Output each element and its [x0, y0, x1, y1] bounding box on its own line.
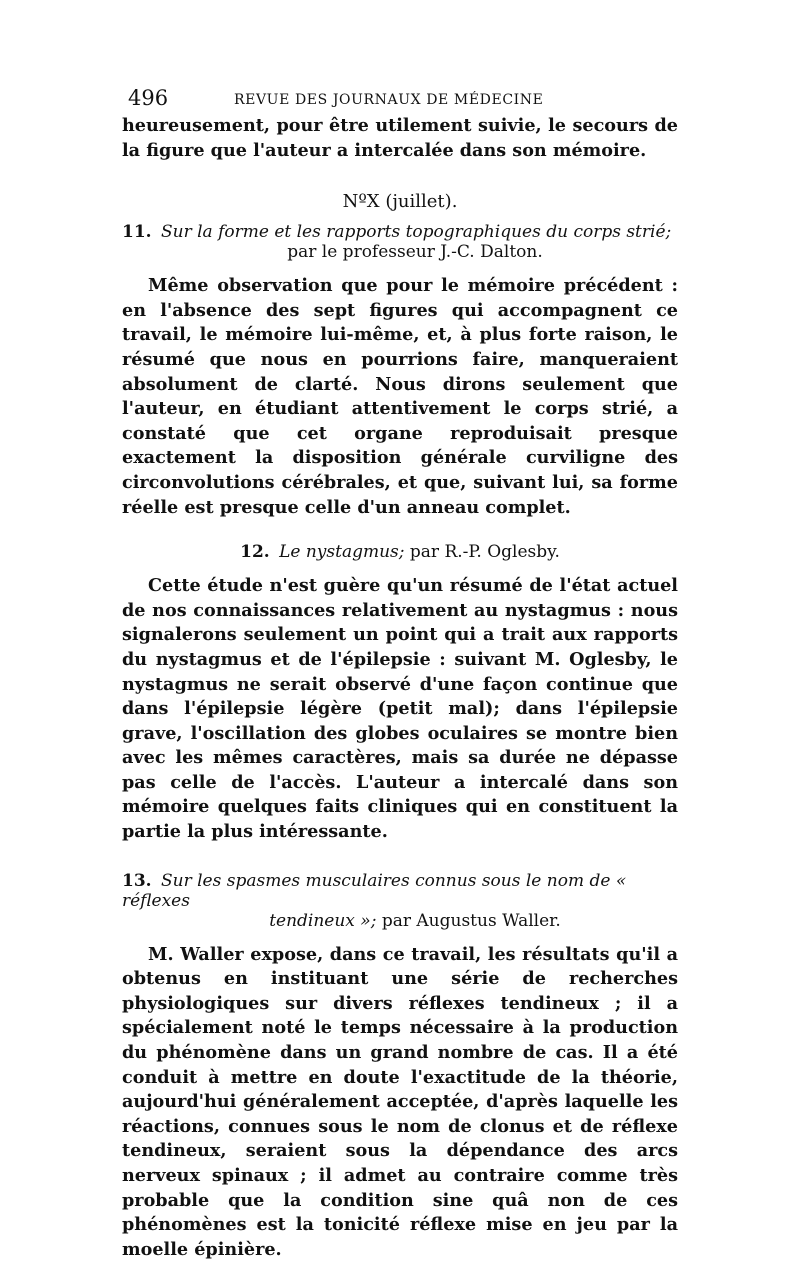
article-author: par Augustus Waller.	[381, 910, 561, 931]
article-11-heading	[122, 222, 678, 262]
document-page	[122, 80, 678, 1262]
article-number: 13.	[122, 870, 152, 891]
article-11-body: Même observation que pour le mémoire précédent : en l'absence des sept figures qui accompagnent ce travail, le mémoire lui-même, et, à plus forte raison, le résumé que nous en pourrions faire, manqueraient absolument de clarté. Nous dirons seulement que l'auteur, en étudiant attentivement le corps strié, a constaté que cet organe reproduisait presque exactement la disposition générale curviligne des circonvolutions cérébrales, et que, suivant lui, sa forme réelle est presque celle d'un anneau complet.	[122, 275, 678, 518]
article-number: 11.	[122, 222, 152, 243]
article-number: 12.	[240, 542, 270, 563]
article-author: par le professeur J.-C. Dalton.	[287, 242, 543, 263]
article-12-heading	[122, 542, 678, 562]
article-title-line2-with-author	[122, 911, 678, 931]
article-title: Sur la forme et les rapports topographiques du corps strié;	[160, 222, 672, 243]
page-number: 496	[128, 86, 169, 110]
article-13-heading	[122, 871, 678, 931]
article-title-line2: tendineux »;	[269, 910, 377, 931]
article-title-line1: Sur les spasmes musculaires connus sous le nom de « réflexes	[122, 870, 627, 911]
article-title: Le nystagmus;	[279, 542, 405, 563]
running-header	[122, 80, 678, 114]
article-12-body: Cette étude n'est guère qu'un résumé de l'état actuel de nos connaissances relativement au nystagmus : nous signalerons seulement un point qui a trait aux rapports du nystagmus et de l'épilepsie : suivant M. Oglesby, le nystagmus ne serait observé d'une façon continue que dans l'épilepsie légère (petit mal); dans l'épilepsie grave, l'oscillation des globes oculaires se montre bien avec les mêmes caractères, mais sa durée ne dépasse pas celle de l'accès. L'auteur a intercalé dans son mémoire quelques faits cliniques qui en constituent la partie la plus intéressante.	[122, 575, 678, 843]
intro-paragraph: heureusement, pour être utilement suivie, le secours de la figure que l'auteur a intercalée dans son mémoire.	[122, 115, 678, 161]
issue-heading: NºX (juillet).	[342, 191, 458, 213]
article-author: par R.-P. Oglesby.	[409, 542, 560, 563]
article-13-body: M. Waller expose, dans ce travail, les résultats qu'il a obtenus en instituant une série de recherches physiologiques sur divers réflexes tendineux ; il a spécialement noté le temps nécessaire à la production du phénomène dans un grand nombre de cas. Il a été conduit à mettre en doute l'exactitude de la théorie, aujourd'hui généralement acceptée, d'après laquelle les réactions, connues sous le nom de clonus et de réflexe tendineux, seraient sous la dépendance des arcs nerveux spinaux ; il admet au contraire comme très probable que la condition sine quâ non de ces phénomènes est la tonicité réflexe mise en jeu par la moelle épinière.	[122, 943, 678, 1260]
running-title: REVUE DES JOURNAUX DE MÉDECINE	[234, 92, 544, 108]
